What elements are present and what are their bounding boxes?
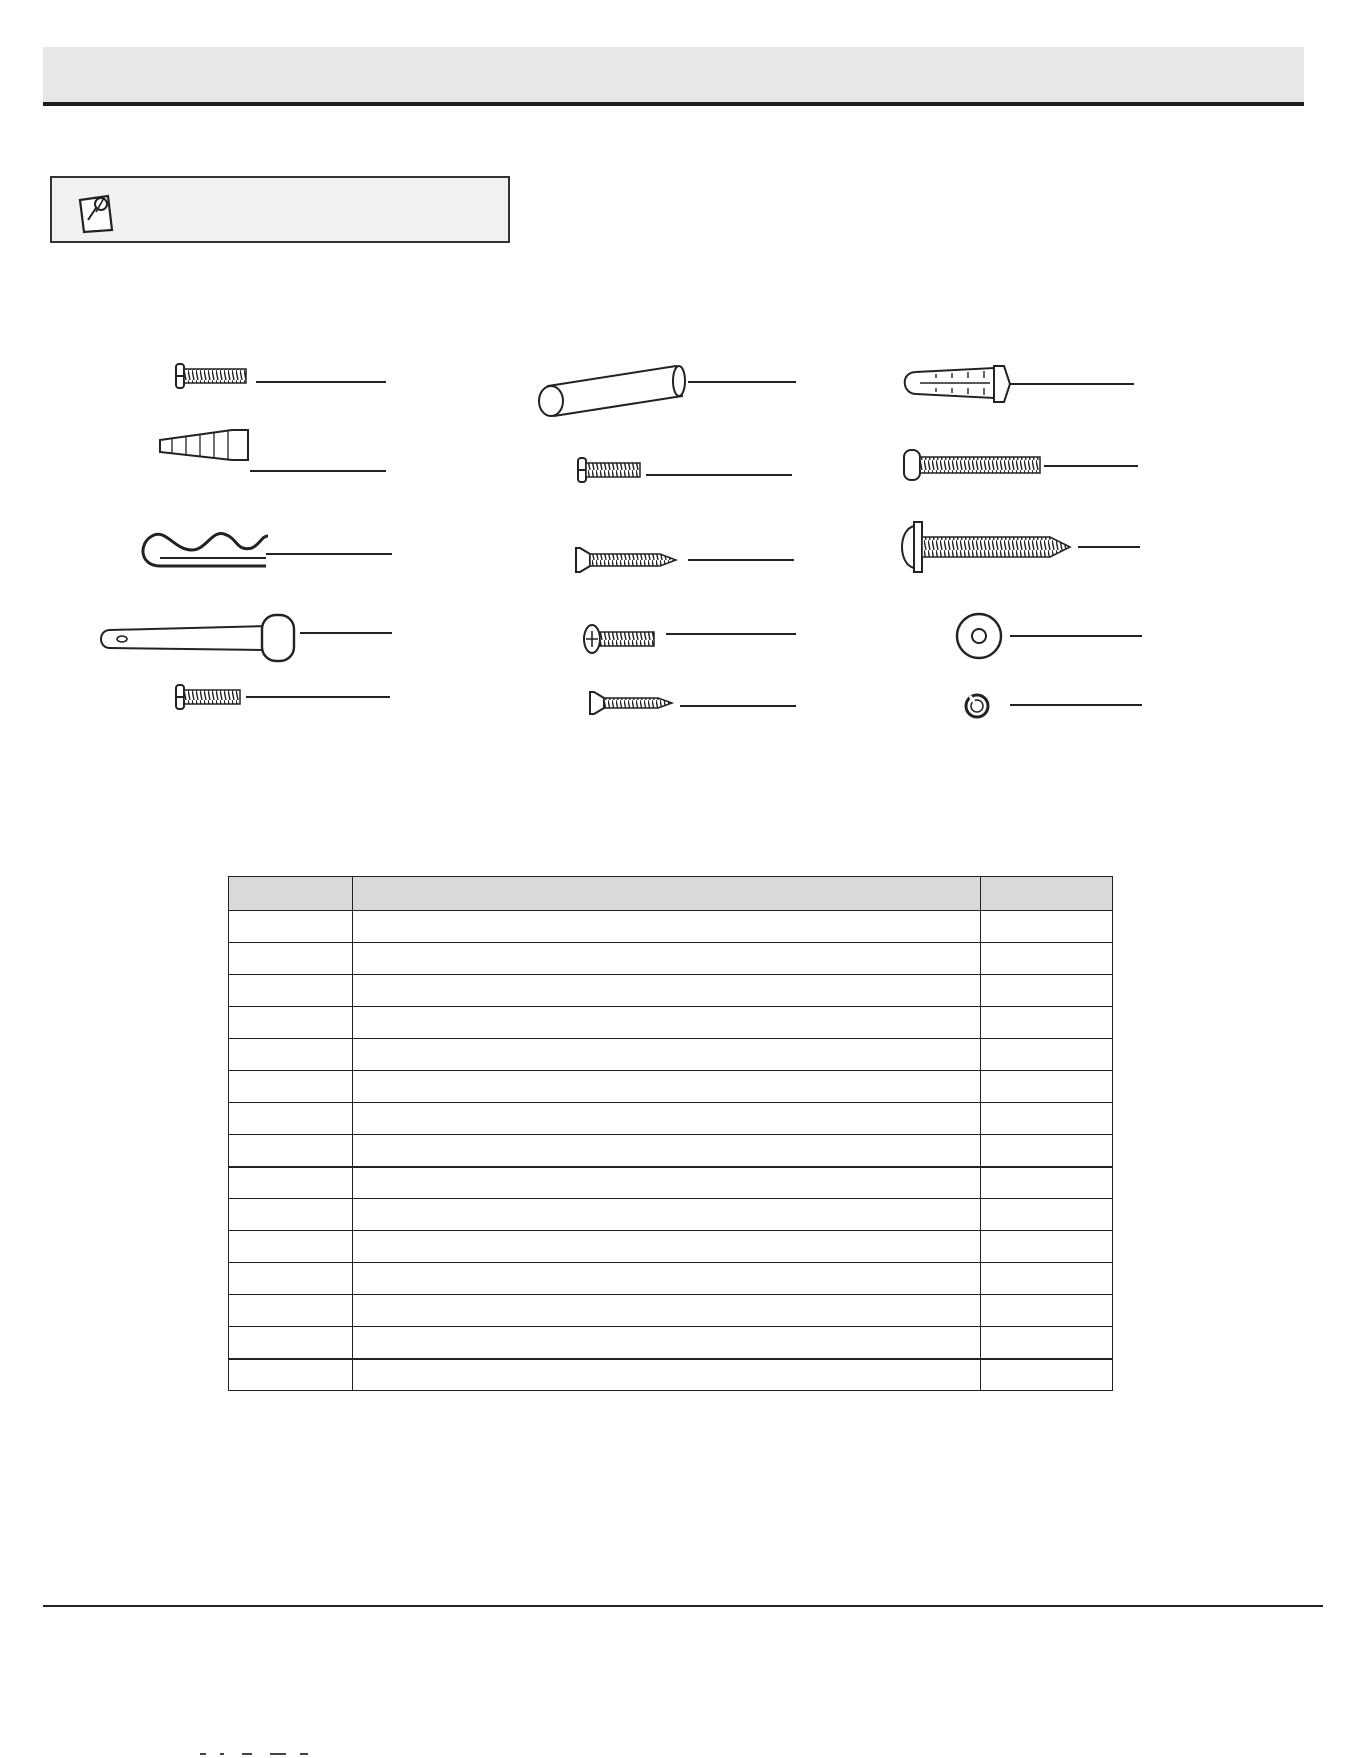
clevis-pin-icon bbox=[101, 615, 294, 661]
machine-screw-icon bbox=[176, 364, 246, 388]
column-header-description bbox=[353, 877, 981, 911]
cell-quantity bbox=[981, 911, 1113, 943]
dowel-pin-icon bbox=[539, 366, 685, 416]
cell-part bbox=[229, 1263, 353, 1295]
cell-description bbox=[353, 1007, 981, 1039]
cell-description bbox=[353, 1199, 981, 1231]
cell-part bbox=[229, 1071, 353, 1103]
cell-description bbox=[353, 1327, 981, 1359]
cell-quantity bbox=[981, 1199, 1113, 1231]
short-machine-screw-icon bbox=[176, 685, 240, 709]
hardware-diagram bbox=[0, 330, 1362, 730]
cell-description bbox=[353, 1295, 981, 1327]
cell-description bbox=[353, 1039, 981, 1071]
cell-part bbox=[229, 1103, 353, 1135]
cell-description bbox=[353, 943, 981, 975]
hairpin-clip-icon bbox=[143, 533, 268, 566]
page-header-bar bbox=[43, 47, 1304, 102]
cell-quantity bbox=[981, 1359, 1113, 1391]
table-row bbox=[229, 1199, 1113, 1231]
header-divider bbox=[43, 102, 1304, 106]
footer-divider bbox=[43, 1605, 1323, 1607]
flat-washer-icon bbox=[957, 614, 1001, 658]
cell-quantity bbox=[981, 1071, 1113, 1103]
cell-part bbox=[229, 943, 353, 975]
cell-description bbox=[353, 1263, 981, 1295]
cell-description bbox=[353, 1135, 981, 1167]
note-box bbox=[50, 176, 510, 243]
phillips-bolt-icon bbox=[584, 625, 654, 653]
table-row bbox=[229, 1263, 1113, 1295]
cell-quantity bbox=[981, 1263, 1113, 1295]
cell-part bbox=[229, 1135, 353, 1167]
cell-part bbox=[229, 1359, 353, 1391]
cell-quantity bbox=[981, 1327, 1113, 1359]
wood-screw-icon bbox=[576, 548, 676, 572]
table-header-row bbox=[229, 877, 1113, 911]
table-row bbox=[229, 943, 1113, 975]
cell-part bbox=[229, 1327, 353, 1359]
scan-artifact bbox=[190, 1752, 330, 1756]
table-row bbox=[229, 1039, 1113, 1071]
cell-quantity bbox=[981, 943, 1113, 975]
table-row bbox=[229, 1167, 1113, 1199]
cell-description bbox=[353, 975, 981, 1007]
cell-description bbox=[353, 1071, 981, 1103]
cell-part bbox=[229, 911, 353, 943]
cell-quantity bbox=[981, 1231, 1113, 1263]
cell-quantity bbox=[981, 975, 1113, 1007]
cell-description bbox=[353, 1359, 981, 1391]
table-row bbox=[229, 1071, 1113, 1103]
cell-description bbox=[353, 911, 981, 943]
cell-quantity bbox=[981, 1135, 1113, 1167]
table-row bbox=[229, 1103, 1113, 1135]
cell-part bbox=[229, 1199, 353, 1231]
cell-description bbox=[353, 1103, 981, 1135]
lag-screw-icon bbox=[902, 522, 1070, 572]
table-row bbox=[229, 911, 1113, 943]
table-row bbox=[229, 1135, 1113, 1167]
hardware-contents-table bbox=[228, 876, 1113, 1391]
cell-quantity bbox=[981, 1295, 1113, 1327]
cell-description bbox=[353, 1231, 981, 1263]
slotted-screw-icon bbox=[578, 458, 640, 482]
cell-quantity bbox=[981, 1167, 1113, 1199]
lock-washer-icon bbox=[966, 695, 988, 717]
cell-quantity bbox=[981, 1103, 1113, 1135]
cell-part bbox=[229, 975, 353, 1007]
table-row bbox=[229, 1295, 1113, 1327]
table-row bbox=[229, 1231, 1113, 1263]
table-row bbox=[229, 975, 1113, 1007]
cell-part bbox=[229, 1007, 353, 1039]
cell-part bbox=[229, 1231, 353, 1263]
cell-quantity bbox=[981, 1039, 1113, 1071]
cell-part bbox=[229, 1295, 353, 1327]
threaded-bolt-icon bbox=[904, 450, 1040, 480]
cell-quantity bbox=[981, 1007, 1113, 1039]
table-row bbox=[229, 1007, 1113, 1039]
column-header-part bbox=[229, 877, 353, 911]
note-pin-icon bbox=[74, 190, 120, 236]
wall-anchor-icon bbox=[905, 366, 1010, 402]
wire-nut-icon bbox=[160, 430, 248, 460]
table-row bbox=[229, 1327, 1113, 1359]
column-header-quantity bbox=[981, 877, 1113, 911]
cell-part bbox=[229, 1167, 353, 1199]
cell-part bbox=[229, 1039, 353, 1071]
flat-head-screw-icon bbox=[590, 692, 672, 714]
cell-description bbox=[353, 1167, 981, 1199]
table-row bbox=[229, 1359, 1113, 1391]
